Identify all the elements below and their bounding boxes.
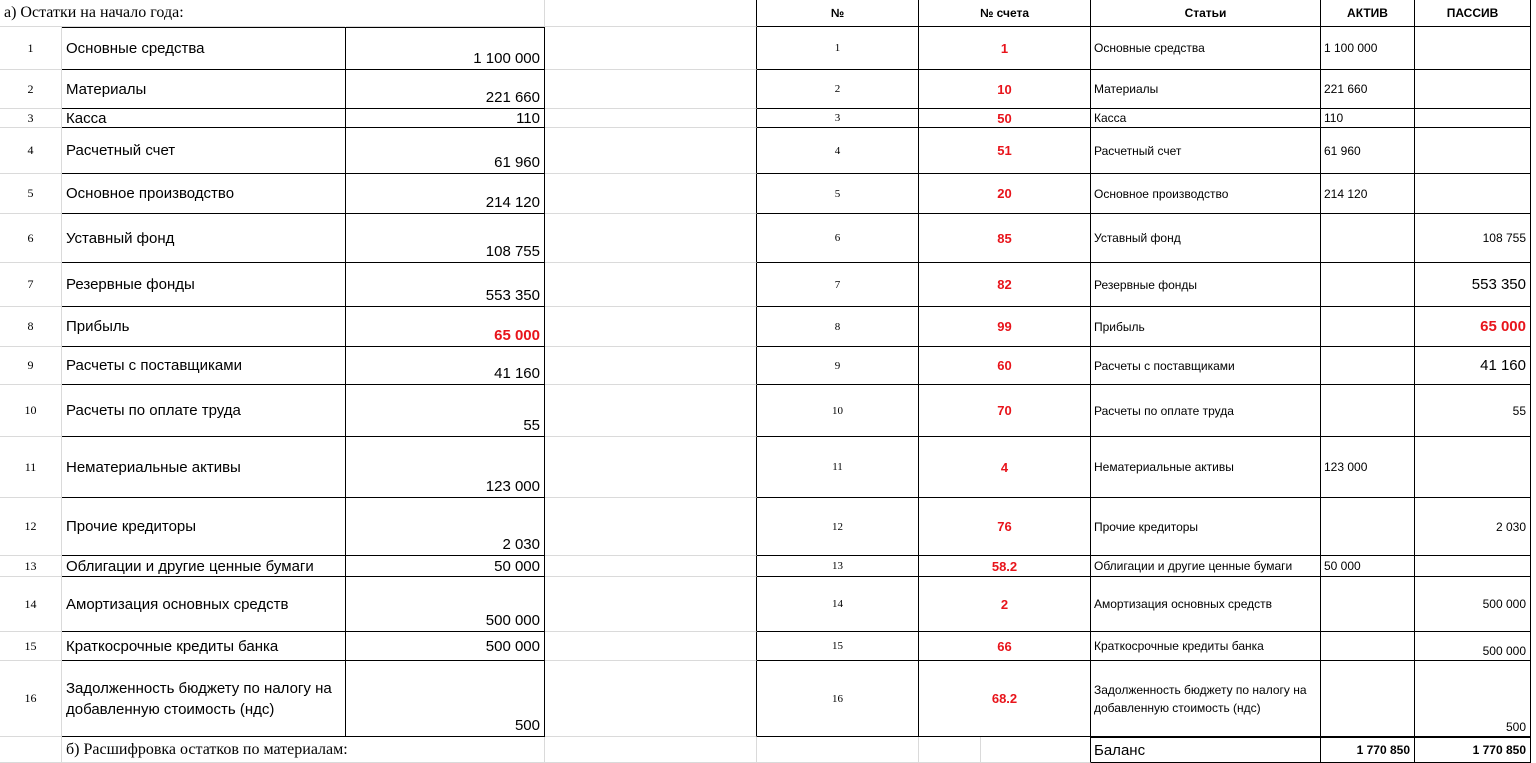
table-row — [0, 174, 1536, 214]
right-row-number: 16 — [757, 661, 919, 737]
active-value: 123 000 — [1321, 437, 1415, 498]
right-row-number: 11 — [757, 437, 919, 498]
right-item-name: Основное производство — [1091, 174, 1321, 214]
right-row-number: 9 — [757, 347, 919, 385]
right-row-number: 15 — [757, 632, 919, 661]
table-row — [0, 385, 1536, 437]
passive-value: 500 000 — [1415, 577, 1531, 632]
left-item-name: Амортизация основных средств — [62, 577, 346, 632]
row-number: 3 — [0, 109, 62, 128]
passive-value: 108 755 — [1415, 214, 1531, 263]
right-item-name: Краткосрочные кредиты банка — [1091, 632, 1321, 661]
right-item-name: Материалы — [1091, 70, 1321, 109]
row-number: 11 — [0, 437, 62, 498]
header-item: Статьи — [1091, 0, 1321, 27]
passive-value: 500 — [1415, 661, 1531, 737]
row-number: 9 — [0, 347, 62, 385]
left-item-name: Прочие кредиторы — [62, 498, 346, 556]
empty-cell — [545, 577, 757, 632]
account-number: 76 — [919, 498, 1091, 556]
left-item-value: 123 000 — [346, 437, 545, 498]
empty-cell — [545, 556, 757, 577]
left-item-value: 553 350 — [346, 263, 545, 307]
account-number: 51 — [919, 128, 1091, 174]
left-item-name: Расчетный счет — [62, 128, 346, 174]
left-item-value: 110 — [346, 109, 545, 128]
header-account: № счета — [919, 0, 1091, 27]
empty-cell — [545, 128, 757, 174]
table-row — [0, 307, 1536, 347]
account-number: 70 — [919, 385, 1091, 437]
table-row — [0, 661, 1536, 737]
empty-cell — [545, 632, 757, 661]
empty-cell — [545, 385, 757, 437]
right-item-name: Резервные фонды — [1091, 263, 1321, 307]
left-item-value: 2 030 — [346, 498, 545, 556]
header-passive: ПАССИВ — [1415, 0, 1531, 27]
active-value — [1321, 632, 1415, 661]
active-value — [1321, 385, 1415, 437]
left-item-value: 41 160 — [346, 347, 545, 385]
account-number: 58.2 — [919, 556, 1091, 577]
right-row-number: 6 — [757, 214, 919, 263]
account-number: 10 — [919, 70, 1091, 109]
passive-value: 500 000 — [1415, 632, 1531, 661]
table-row — [0, 214, 1536, 263]
empty-cell — [919, 737, 981, 763]
right-row-number: 5 — [757, 174, 919, 214]
balance-active: 1 770 850 — [1321, 737, 1415, 763]
right-row-number: 2 — [757, 70, 919, 109]
left-item-value: 500 000 — [346, 632, 545, 661]
left-item-value: 214 120 — [346, 174, 545, 214]
row-number: 6 — [0, 214, 62, 263]
account-number: 99 — [919, 307, 1091, 347]
empty-cell — [545, 0, 757, 27]
active-value: 110 — [1321, 109, 1415, 128]
empty-cell — [545, 263, 757, 307]
table-row — [0, 498, 1536, 556]
right-item-name: Нематериальные активы — [1091, 437, 1321, 498]
right-item-name: Касса — [1091, 109, 1321, 128]
active-value — [1321, 263, 1415, 307]
header-active: АКТИВ — [1321, 0, 1415, 27]
left-item-name: Материалы — [62, 70, 346, 109]
passive-value: 55 — [1415, 385, 1531, 437]
table-row — [0, 263, 1536, 307]
active-value — [1321, 577, 1415, 632]
passive-value — [1415, 70, 1531, 109]
section-a-title: а) Остатки на начало года: — [0, 0, 345, 27]
right-row-number: 12 — [757, 498, 919, 556]
passive-value: 553 350 — [1415, 263, 1531, 307]
right-item-name: Расчеты по оплате труда — [1091, 385, 1321, 437]
left-item-name: Облигации и другие ценные бумаги — [62, 556, 346, 577]
account-number: 68.2 — [919, 661, 1091, 737]
active-value: 1 100 000 — [1321, 27, 1415, 70]
row-number: 12 — [0, 498, 62, 556]
row-number: 5 — [0, 174, 62, 214]
left-item-value: 500 000 — [346, 577, 545, 632]
passive-value — [1415, 556, 1531, 577]
left-item-name: Резервные фонды — [62, 263, 346, 307]
table-row — [0, 27, 1536, 70]
section-b-title: б) Расшифровка остатков по материалам: — [62, 737, 545, 763]
left-item-name: Расчеты с поставщиками — [62, 347, 346, 385]
right-item-name: Уставный фонд — [1091, 214, 1321, 263]
row-number: 4 — [0, 128, 62, 174]
passive-value — [1415, 174, 1531, 214]
row-number: 10 — [0, 385, 62, 437]
table-row — [0, 128, 1536, 174]
right-item-name: Прибыль — [1091, 307, 1321, 347]
empty-cell — [981, 737, 1091, 763]
table-row — [0, 632, 1536, 661]
empty-cell — [545, 214, 757, 263]
account-number: 66 — [919, 632, 1091, 661]
right-item-name: Задолженность бюджету по налогу на добавленную стоимость (ндс) — [1091, 661, 1321, 737]
left-item-name: Нематериальные активы — [62, 437, 346, 498]
empty-cell — [545, 307, 757, 347]
table-row — [0, 577, 1536, 632]
table-row — [0, 109, 1536, 128]
passive-value: 2 030 — [1415, 498, 1531, 556]
left-item-name: Основное производство — [62, 174, 346, 214]
table-row — [0, 70, 1536, 109]
right-row-number: 3 — [757, 109, 919, 128]
active-value — [1321, 214, 1415, 263]
active-value — [1321, 307, 1415, 347]
left-item-value: 500 — [346, 661, 545, 737]
left-item-name: Расчеты по оплате труда — [62, 385, 346, 437]
table-row — [0, 347, 1536, 385]
left-item-value: 221 660 — [346, 70, 545, 109]
passive-value — [1415, 437, 1531, 498]
header-row — [0, 0, 1536, 27]
right-row-number: 4 — [757, 128, 919, 174]
passive-value: 65 000 — [1415, 307, 1531, 347]
active-value: 214 120 — [1321, 174, 1415, 214]
account-number: 20 — [919, 174, 1091, 214]
left-item-value: 108 755 — [346, 214, 545, 263]
active-value: 61 960 — [1321, 128, 1415, 174]
row-number: 14 — [0, 577, 62, 632]
left-item-name: Задолженность бюджету по налогу на добавленную стоимость (ндс) — [62, 661, 346, 737]
account-number: 1 — [919, 27, 1091, 70]
left-item-name: Основные средства — [62, 27, 346, 70]
empty-cell — [0, 737, 62, 763]
row-number: 16 — [0, 661, 62, 737]
right-row-number: 14 — [757, 577, 919, 632]
active-value: 50 000 — [1321, 556, 1415, 577]
empty-cell — [757, 737, 919, 763]
balance-row — [0, 737, 1536, 763]
account-number: 85 — [919, 214, 1091, 263]
right-row-number: 1 — [757, 27, 919, 70]
empty-cell — [545, 109, 757, 128]
passive-value — [1415, 128, 1531, 174]
empty-cell — [545, 737, 757, 763]
right-item-name: Облигации и другие ценные бумаги — [1091, 556, 1321, 577]
passive-value — [1415, 27, 1531, 70]
left-item-name: Уставный фонд — [62, 214, 346, 263]
row-number: 7 — [0, 263, 62, 307]
empty-cell — [346, 0, 545, 27]
row-number: 1 — [0, 27, 62, 70]
account-number: 82 — [919, 263, 1091, 307]
empty-cell — [545, 174, 757, 214]
right-item-name: Амортизация основных средств — [1091, 577, 1321, 632]
passive-value: 41 160 — [1415, 347, 1531, 385]
row-number: 8 — [0, 307, 62, 347]
right-row-number: 8 — [757, 307, 919, 347]
empty-cell — [545, 437, 757, 498]
active-value — [1321, 347, 1415, 385]
right-item-name: Расчеты с поставщиками — [1091, 347, 1321, 385]
active-value — [1321, 661, 1415, 737]
account-number: 60 — [919, 347, 1091, 385]
active-value — [1321, 498, 1415, 556]
empty-cell — [545, 661, 757, 737]
left-item-value: 61 960 — [346, 128, 545, 174]
left-item-value: 50 000 — [346, 556, 545, 577]
row-number: 15 — [0, 632, 62, 661]
empty-cell — [545, 70, 757, 109]
table-row — [0, 437, 1536, 498]
left-item-value: 55 — [346, 385, 545, 437]
left-item-name: Краткосрочные кредиты банка — [62, 632, 346, 661]
left-item-name: Касса — [62, 109, 346, 128]
balance-label: Баланс — [1091, 737, 1321, 763]
right-row-number: 13 — [757, 556, 919, 577]
row-number: 2 — [0, 70, 62, 109]
account-number: 50 — [919, 109, 1091, 128]
account-number: 2 — [919, 577, 1091, 632]
balance-passive: 1 770 850 — [1415, 737, 1531, 763]
account-number: 4 — [919, 437, 1091, 498]
active-value: 221 660 — [1321, 70, 1415, 109]
left-item-value: 1 100 000 — [346, 27, 545, 70]
empty-cell — [545, 347, 757, 385]
right-item-name: Прочие кредиторы — [1091, 498, 1321, 556]
passive-value — [1415, 109, 1531, 128]
empty-cell — [545, 27, 757, 70]
right-item-name: Расчетный счет — [1091, 128, 1321, 174]
row-number: 13 — [0, 556, 62, 577]
empty-cell — [545, 498, 757, 556]
table-row — [0, 556, 1536, 577]
left-item-value: 65 000 — [346, 307, 545, 347]
right-item-name: Основные средства — [1091, 27, 1321, 70]
left-item-name: Прибыль — [62, 307, 346, 347]
right-row-number: 10 — [757, 385, 919, 437]
right-row-number: 7 — [757, 263, 919, 307]
header-no: № — [757, 0, 919, 27]
